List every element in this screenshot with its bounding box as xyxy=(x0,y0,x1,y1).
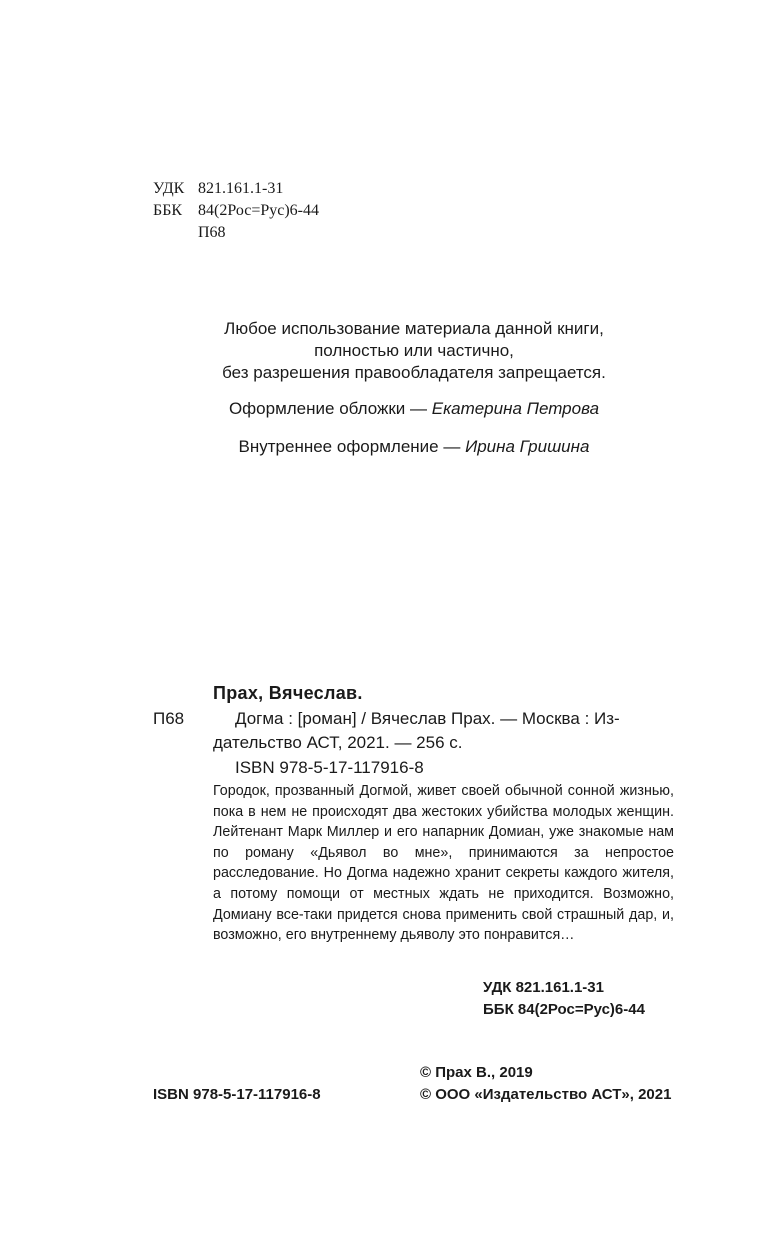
author-mark: П68 xyxy=(153,709,185,728)
udk-row-bottom: УДК 821.161.1-31 xyxy=(483,979,604,996)
cover-designer-name: Екатерина Петрова xyxy=(431,399,600,418)
interior-design-credit xyxy=(0,436,768,458)
copyright-author: © Прах В., 2019 xyxy=(420,1064,533,1081)
rights-notice xyxy=(0,318,768,384)
bbk-row-top xyxy=(153,200,320,222)
rights-line-3: без разрешения правообладателя запрещается. xyxy=(222,363,606,382)
interior-design-label: Внутреннее оформление — xyxy=(238,437,466,456)
rights-line-1: Любое использование материала данной книги, xyxy=(224,319,604,338)
description-line-2: дательство АСТ, 2021. — 256 с. xyxy=(213,733,463,752)
bbk-code: 84(2Рос=Рус)6-44 xyxy=(198,202,320,219)
description-line-1: Догма : [роман] / Вячеслав Прах. — Москва : Из- xyxy=(235,709,620,728)
isbn-record: ISBN 978-5-17-117916-8 xyxy=(235,758,424,777)
rights-line-2: полностью или частично, xyxy=(314,341,514,360)
interior-designer-name: Ирина Гришина xyxy=(465,437,590,456)
udk-label: УДК xyxy=(153,180,185,197)
isbn-bottom: ISBN 978-5-17-117916-8 xyxy=(153,1086,321,1103)
udk-row-top xyxy=(153,178,284,200)
copyright-publisher: © ООО «Издательство АСТ», 2021 xyxy=(420,1086,672,1103)
bbk-row-bottom: ББК 84(2Рос=Рус)6-44 xyxy=(483,1001,645,1018)
annotation: Городок, прозванный Догмой, живет своей обычной сонной жизнью, пока в нем не происходят два жестоких убийства молодых женщин. Лейтенант Марк Миллер и его напарник Домиан, уже знакомые нам по роману «Дьявол во мне», принимаются за непростое расследование. Но Догма надежно хранит секреты каждого жителя, а потому помощи от местных ждать не приходится. Возможно, Домиану все-таки придется снова применить свой страшный дар, и, возможно, его внутреннему дьяволу это понравится… xyxy=(213,783,674,944)
author-mark-top: П68 xyxy=(198,224,226,241)
cover-design-credit xyxy=(0,398,768,420)
author-heading: Прах, Вячеслав. xyxy=(213,683,363,703)
udk-code: 821.161.1-31 xyxy=(198,180,284,197)
bbk-label: ББК xyxy=(153,202,183,219)
cover-design-label: Оформление обложки — xyxy=(228,399,432,418)
